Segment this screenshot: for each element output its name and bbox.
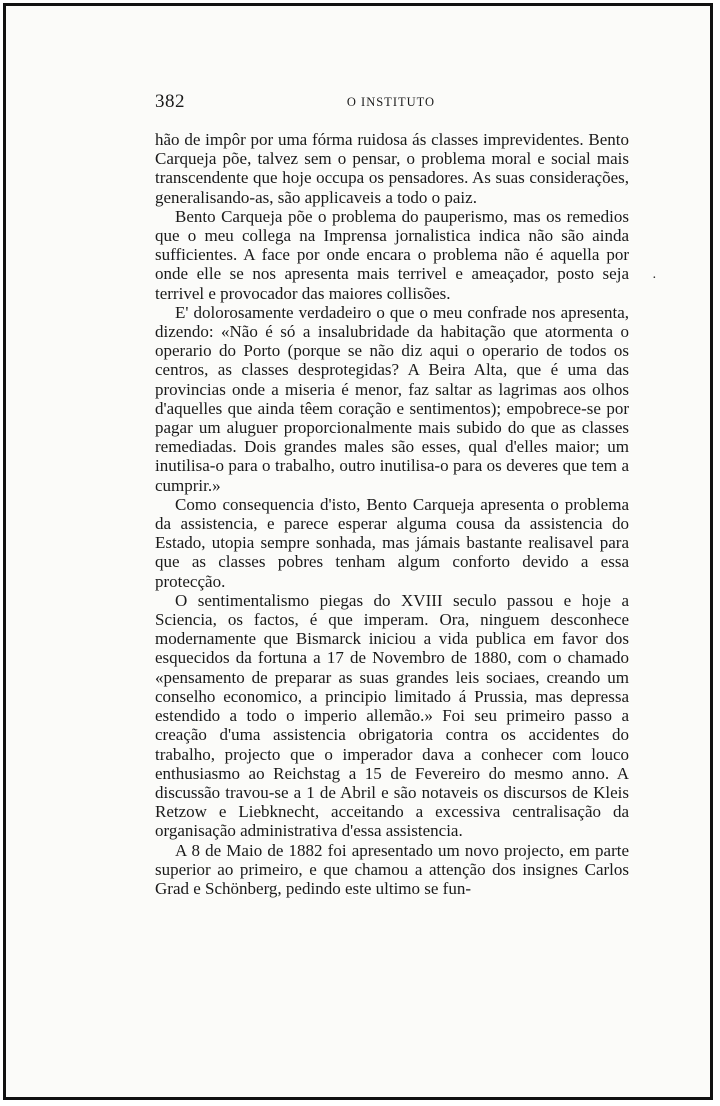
paragraph: E' dolorosamente verdadeiro o que o meu confrade nos apresenta, dizendo: «Não é só a insalubridade da habitação que atormenta o operario do Porto (porque se não diz aqui o operario de todos os centros, as classes desprotegidas? A Beira Alta, que é uma das provincias onde a miseria é menor, faz saltar as lagrimas aos olhos d'aquelles que ainda têem coração e sentimentos); empobrece-se por pagar um aluguer proporcionalmente mais subido do que as classes remediadas. Dois grandes males são esses, qual d'elles maior; um inutilisa-o para o trabalho, outro inutilisa-o para os deveres que tem a cumprir.»	[155, 302, 629, 495]
paragraph: A 8 de Maio de 1882 foi apresentado um novo projecto, em parte superior ao primeiro, e que chamou a attenção dos insignes Carlos Grad e Schönberg, pedindo este ultimo se fun-	[155, 840, 629, 898]
page-header	[155, 91, 627, 113]
margin-mark: ·	[652, 271, 657, 286]
paragraph: Como consequencia d'isto, Bento Carqueja apresenta o problema da assistencia, e parece esperar alguma cousa da assistencia do Estado, utopia sempre sonhada, mas jámais bastante realisavel para que as classes pobres tenham algum conforto devido a essa protecção.	[155, 494, 629, 591]
page-number: 382	[155, 91, 185, 112]
running-title: O INSTITUTO	[346, 95, 436, 109]
paragraph: O sentimentalismo piegas do XVIII seculo passou e hoje a Sciencia, os factos, é que imperam. Ora, ninguem desconhece modernamente que Bismarck iniciou a vida publica em favor dos esquecidos da fortuna a 17 de Novembro de 1880, com o chamado «pensamento de preparar as suas grandes leis sociaes, creando um conselho economico, a principio limitado á Prussia, mas depressa estendido a todo o imperio allemão.» Foi seu primeiro passo a creação d'uma assistencia obrigatoria contra os accidentes do trabalho, projecto que o imperador dava a conhecer com louco enthusiasmo ao Reichstag a 15 de Fevereiro do mesmo anno. A discussão travou-se a 1 de Abril e são notaveis os discursos de Kleis Retzow e Liebknecht, acceitando a excessiva centralisação da organisação administrativa d'essa assistencia.	[155, 590, 629, 841]
paragraph-continuation: hão de impôr por uma fórma ruidosa ás classes imprevidentes. Bento Carqueja põe, talvez sem o pensar, o problema moral e social mais transcendente que hoje occupa os pensadores. As suas considerações, generalisando-as, são applicaveis a todo o paiz.	[155, 130, 629, 207]
paragraph: Bento Carqueja põe o problema do pauperismo, mas os remedios que o meu collega na Imprensa jornalistica indica não são ainda sufficientes. A face por onde encara o problema não é aquella por onde elle se nos apresenta mais terrivel e ameaçador, posto seja terrivel e provocador das maiores collisões.	[155, 206, 629, 303]
body-text	[155, 130, 629, 898]
